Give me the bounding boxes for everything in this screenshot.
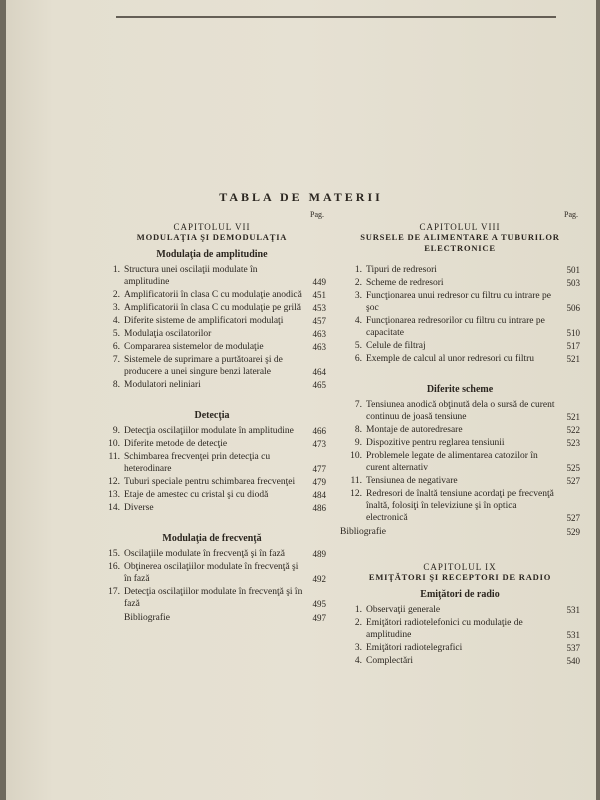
entry-page: 527	[566, 513, 580, 523]
toc-entry	[340, 475, 580, 487]
entry-page: 457	[312, 316, 326, 326]
pag-label: Pag.	[310, 210, 324, 219]
toc-entry	[98, 315, 326, 327]
entry-text: Diverse	[124, 503, 154, 513]
chapter-title: MODULAŢIA ŞI DEMODULAŢIA	[136, 232, 288, 242]
entry-number: 11.	[108, 452, 120, 462]
toc-entry	[98, 328, 326, 340]
entry-page: 473	[312, 439, 326, 449]
entry-page: 527	[566, 476, 580, 486]
toc-entry	[340, 353, 580, 365]
entry-page: 453	[312, 303, 326, 313]
entry-text: Tensiunea anodică obţinută dela o sursă de curent continuu de joasă tensiune	[366, 400, 555, 422]
section-heading: Detecţia	[194, 410, 230, 421]
entry-number: 6.	[354, 354, 362, 364]
toc-entry	[340, 424, 580, 436]
entry-text: Observaţii generale	[366, 605, 441, 615]
entry-page: 479	[312, 477, 326, 487]
entry-text: Obţinerea oscilaţiilor modulate în frecvenţă şi în fază	[124, 562, 299, 584]
entry-text: Funcţionarea unui redresor cu filtru cu intrare pe şoc	[366, 291, 551, 313]
entry-page: 463	[312, 342, 326, 352]
entry-number: 10.	[108, 439, 120, 449]
bibliography-page: 529	[566, 527, 580, 537]
toc-entry	[98, 438, 326, 450]
entry-text: Compararea sistemelor de modulaţie	[124, 342, 264, 352]
entry-number: 1.	[354, 605, 362, 615]
entry-number: 15.	[108, 549, 120, 559]
entry-text: Detecţia oscilaţiilor modulate în frecvenţă şi în fază	[124, 587, 303, 609]
entry-number: 8.	[112, 380, 120, 390]
right-column	[340, 210, 580, 668]
entry-page: 503	[566, 278, 580, 288]
entry-number: 14.	[108, 503, 120, 513]
entry-text: Diferite metode de detecţie	[124, 439, 228, 449]
entry-page: 466	[312, 426, 326, 436]
section-heading: Emiţători de radio	[420, 589, 500, 600]
toc-entry	[340, 450, 580, 474]
entry-number: 10.	[350, 451, 362, 461]
pag-label: Pag.	[564, 210, 578, 219]
entry-page: 510	[566, 328, 580, 338]
toc-entry	[340, 315, 580, 339]
entry-page: 489	[312, 549, 326, 559]
entry-text: Exemple de calcul al unor redresori cu filtru	[366, 354, 535, 364]
entry-text: Redresori de înaltă tensiune acordaţi pe frecvenţă înaltă, folosiţi în televiziune şi în optica electronică	[366, 489, 554, 523]
toc-entry	[98, 354, 326, 378]
entry-number: 8.	[354, 425, 362, 435]
toc-entry	[98, 341, 326, 353]
entry-number: 9.	[354, 438, 362, 448]
entry-text: Complectări	[366, 656, 413, 666]
entry-number: 1.	[354, 265, 362, 275]
entry-number: 4.	[354, 316, 362, 326]
entry-number: 4.	[112, 316, 120, 326]
toc-entry	[98, 476, 326, 488]
entry-number: 9.	[112, 426, 120, 436]
entry-page: 531	[566, 605, 580, 615]
entry-text: Schimbarea frecvenţei prin detecţia cu heterodinare	[124, 452, 271, 474]
toc-entry	[340, 399, 580, 423]
entry-page: 522	[566, 425, 580, 435]
section-heading: Diferite scheme	[426, 384, 494, 395]
entry-page: 477	[312, 464, 326, 474]
bibliography-text: Bibliografie	[340, 527, 386, 537]
toc-entry	[340, 437, 580, 449]
toc-entry	[340, 290, 580, 314]
entry-number: 2.	[112, 290, 120, 300]
entry-text: Emiţători radiotelefonici cu modulaţie de amplitudine	[366, 618, 523, 640]
toc-entry	[98, 425, 326, 437]
entry-text: Celule de filtraj	[366, 341, 426, 351]
bibliography-text: Bibliografie	[124, 613, 170, 623]
book-page	[6, 0, 596, 800]
toc-entry	[340, 340, 580, 352]
entry-page: 540	[566, 656, 580, 666]
entry-page: 521	[566, 354, 580, 364]
toc-entry	[98, 489, 326, 501]
entry-page: 486	[312, 503, 326, 513]
entry-page: 449	[312, 277, 326, 287]
entry-page: 465	[312, 380, 326, 390]
chapter-heading: CAPITOLUL IX	[423, 562, 497, 572]
entry-number: 13.	[108, 490, 120, 500]
entry-page: 506	[566, 303, 580, 313]
toc-entry	[98, 264, 326, 288]
toc-entry	[340, 277, 580, 289]
chapter-title: SURSELE DE ALIMENTARE A TUBURILOR ELECTRONICE	[360, 232, 560, 253]
entry-text: Emiţători radiotelegrafici	[366, 643, 463, 653]
entry-number: 3.	[354, 291, 362, 301]
bibliography-entry	[340, 526, 580, 538]
entry-text: Diferite sisteme de amplificatori modulaţi	[124, 316, 284, 326]
entry-text: Modulatori neliniari	[124, 380, 201, 390]
entry-number: 16.	[108, 562, 120, 572]
entry-page: 517	[566, 341, 580, 351]
bibliography-entry	[98, 612, 326, 624]
entry-text: Sistemele de suprimare a purtătoarei şi de producere a unei singure benzi laterale	[124, 355, 283, 377]
entry-page: 463	[312, 329, 326, 339]
entry-text: Amplificatorii în clasa C cu modulaţie pe grilă	[124, 303, 302, 313]
entry-page: 495	[312, 599, 326, 609]
toc-entry	[340, 655, 580, 667]
section-heading: Modulaţia de frecvenţă	[162, 533, 262, 544]
entry-text: Tensiunea de negativare	[366, 476, 458, 486]
toc-entry	[340, 617, 580, 641]
entry-number: 4.	[354, 656, 362, 666]
toc-entry	[340, 642, 580, 654]
bibliography-page: 497	[312, 613, 326, 623]
toc-entry	[340, 264, 580, 276]
entry-text: Montaje de autoredresare	[366, 425, 463, 435]
entry-number: 7.	[112, 355, 120, 365]
entry-text: Dispozitive pentru reglarea tensiunii	[366, 438, 505, 448]
entry-page: 484	[312, 490, 326, 500]
entry-number: 7.	[354, 400, 362, 410]
toc-entry	[98, 302, 326, 314]
entry-number: 6.	[112, 342, 120, 352]
chapter-heading: CAPITOLUL VIII	[419, 222, 501, 232]
entry-page: 464	[312, 367, 326, 377]
entry-text: Structura unei oscilaţii modulate în amplitudine	[124, 265, 258, 287]
entry-text: Detecţia oscilaţiilor modulate în amplitudine	[124, 426, 294, 436]
entry-text: Funcţionarea redresorilor cu filtru cu intrare pe capacitate	[366, 316, 545, 338]
entry-page: 523	[566, 438, 580, 448]
entry-number: 2.	[354, 278, 362, 288]
entry-text: Scheme de redresori	[366, 278, 444, 288]
page-title: TABLA DE MATERII	[219, 190, 383, 204]
top-rule	[116, 16, 556, 18]
toc-entry	[98, 289, 326, 301]
entry-number: 17.	[108, 587, 120, 597]
chapter-heading: CAPITOLUL VII	[173, 222, 251, 232]
entry-number: 1.	[112, 265, 120, 275]
entry-text: Tipuri de redresori	[366, 265, 437, 275]
entry-text: Problemele legate de alimentarea catozilor în curent alternativ	[366, 451, 538, 473]
toc-entry	[98, 561, 326, 585]
entry-number: 11.	[350, 476, 362, 486]
entry-page: 451	[312, 290, 326, 300]
toc-entry	[98, 502, 326, 514]
entry-page: 537	[566, 643, 580, 653]
toc-entry	[98, 379, 326, 391]
toc-entry	[340, 488, 580, 524]
toc-entry	[98, 586, 326, 610]
toc-entry	[340, 604, 580, 616]
entry-text: Tuburi speciale pentru schimbarea frecvenţei	[124, 477, 296, 487]
toc-entry	[98, 548, 326, 560]
entry-page: 521	[566, 412, 580, 422]
entry-number: 12.	[350, 489, 362, 499]
entry-page: 525	[566, 463, 580, 473]
entry-number: 12.	[108, 477, 120, 487]
entry-page: 501	[566, 265, 580, 275]
entry-text: Modulaţia oscilatorilor	[124, 329, 212, 339]
section-heading: Modulaţia de amplitudine	[156, 249, 268, 260]
entry-page: 531	[566, 630, 580, 640]
entry-page: 492	[312, 574, 326, 584]
entry-number: 5.	[112, 329, 120, 339]
entry-number: 3.	[354, 643, 362, 653]
toc-entry	[98, 451, 326, 475]
entry-text: Oscilaţiile modulate în frecvenţă şi în fază	[124, 549, 285, 559]
entry-number: 3.	[112, 303, 120, 313]
chapter-title: EMIŢĂTORI ŞI RECEPTORI DE RADIO	[368, 572, 552, 582]
entry-text: Etaje de amestec cu cristal şi cu diodă	[124, 490, 269, 500]
entry-number: 2.	[354, 618, 362, 628]
entry-text: Amplificatorii în clasa C cu modulaţie anodică	[124, 290, 302, 300]
left-column	[98, 210, 326, 624]
entry-number: 5.	[354, 341, 362, 351]
